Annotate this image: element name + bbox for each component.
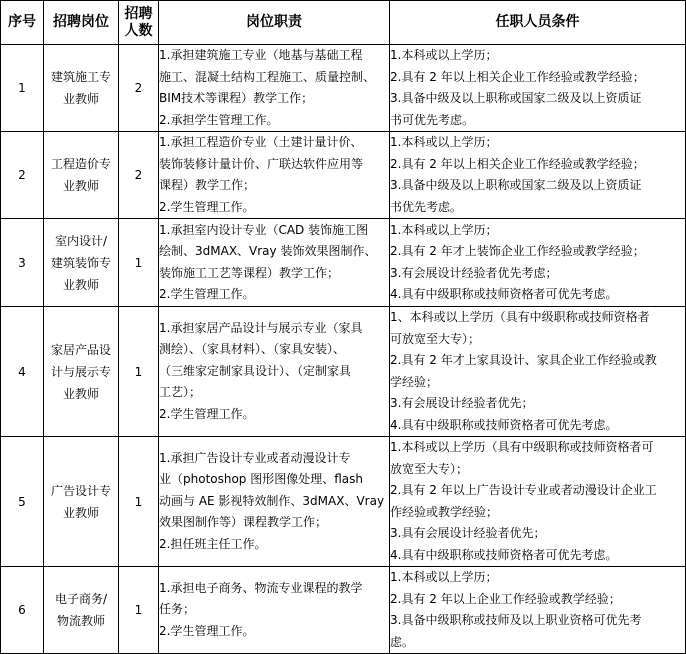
position-line: 业教师 xyxy=(62,92,99,106)
requirement-line: 2.具有 2 年以上相关企业工作经验或教学经验； xyxy=(390,69,645,84)
row-position xyxy=(44,219,119,307)
row-position xyxy=(44,437,119,567)
position-line: 工程造价专 xyxy=(50,157,111,171)
requirement-line: 3.具备中级及以上职称或国家二级及以上资质证 xyxy=(390,178,642,192)
requirement-line: 2.具有 2 年才上装饰企业工作经验或教学经验； xyxy=(390,244,645,258)
row-duties xyxy=(159,45,390,132)
table-row xyxy=(1,132,686,219)
requirement-line: 3.具备中级职称或技师及以上职业资格可优先考 xyxy=(390,613,642,627)
row-no: 4 xyxy=(1,307,44,437)
row-duties xyxy=(159,307,390,437)
duty-line: 任务； xyxy=(159,602,196,617)
header-row xyxy=(1,1,686,45)
duty-line: 1.承担广告设计专业或者动漫设计专 xyxy=(159,450,351,465)
duty-line: 2.学生管理工作。 xyxy=(159,199,255,214)
requirement-line: 3.有会展设计经验者优先考虑； xyxy=(390,265,558,280)
position-line: 业教师 xyxy=(62,277,99,292)
row-position xyxy=(44,132,119,219)
row-duties xyxy=(159,437,390,567)
duty-line: 业（photoshop 图形图像处理、flash xyxy=(159,472,364,487)
duty-line: 动画与 AE 影视特效制作、3dMAX、Vray xyxy=(159,493,385,508)
requirement-line: 放宽至大专）； xyxy=(390,461,469,476)
row-no: 2 xyxy=(1,132,44,219)
row-position xyxy=(44,567,119,654)
row-position xyxy=(44,45,119,132)
position-line: 家居产品设 xyxy=(50,342,111,357)
row-no: 5 xyxy=(1,437,44,567)
table-row xyxy=(1,437,686,567)
requirement-line: 书可优先考虑。 xyxy=(390,112,475,127)
position-line: 广告设计专 xyxy=(50,483,111,498)
header-no: 序号 xyxy=(1,1,44,45)
duty-line: 施工、混凝土结构工程施工、质量控制、 xyxy=(159,69,376,84)
row-position xyxy=(44,307,119,437)
requirement-line: 1.本科或以上学历； xyxy=(390,570,498,584)
row-count: 1 xyxy=(119,437,159,567)
row-no: 1 xyxy=(1,45,44,132)
row-duties xyxy=(159,219,390,307)
table-row xyxy=(1,307,686,437)
requirement-line: 3.具备中级及以上职称或国家二级及以上资质证 xyxy=(390,91,642,105)
requirement-line: 1、本科或以上学历（具有中级职称或技师资格者 xyxy=(390,310,650,324)
row-count: 1 xyxy=(119,567,159,654)
requirement-line: 4.具有中级职称或技师资格者可优先考虑。 xyxy=(390,547,618,562)
duty-line: 装饰施工工艺等课程）教学工作； xyxy=(159,265,340,280)
requirement-line: 4.具有中级职称或技师资格者可优先考虑。 xyxy=(390,287,618,301)
position-line: 计与展示专 xyxy=(50,364,111,379)
requirement-line: 1.本科或以上学历； xyxy=(390,48,498,62)
row-count: 2 xyxy=(119,45,159,132)
table-row xyxy=(1,219,686,307)
duty-line: 工艺）； xyxy=(159,385,202,400)
duty-line: 2.学生管理工作。 xyxy=(159,406,255,421)
position-line: 建筑装饰专 xyxy=(50,255,111,270)
row-requirements xyxy=(390,45,686,132)
requirement-line: 3.有会展设计经验者优先； xyxy=(390,396,534,410)
position-line: 室内设计/ xyxy=(54,233,108,248)
duty-line: （三维家定制家具设计）、（定制家具 xyxy=(159,363,352,378)
duty-line: 1.承担建筑施工专业（地基与基础工程 xyxy=(159,48,363,62)
duty-line: 2.担任班主任工作。 xyxy=(159,536,267,551)
requirement-line: 1.本科或以上学历； xyxy=(390,222,498,237)
requirement-line: 学经验； xyxy=(390,374,439,389)
duty-line: 装饰装修计量计价、广联达软件应用等 xyxy=(159,156,364,171)
row-requirements xyxy=(390,132,686,219)
requirement-line: 1.本科或以上学历； xyxy=(390,135,498,149)
header-position: 招聘岗位 xyxy=(44,1,119,45)
row-requirements xyxy=(390,219,686,307)
row-duties xyxy=(159,567,390,654)
position-line: 电子商务/ xyxy=(54,592,108,606)
requirement-line: 2.具有 2 年以上广告设计专业或者动漫设计企业工 xyxy=(390,483,657,497)
requirement-line: 书优先考虑。 xyxy=(390,199,463,214)
header-duties: 岗位职责 xyxy=(159,1,390,45)
position-line: 建筑施工专 xyxy=(50,70,111,84)
duty-line: 2.学生管理工作。 xyxy=(159,623,255,638)
duty-line: 1.承担家居产品设计与展示专业（家具 xyxy=(159,320,363,335)
duty-line: 2.学生管理工作。 xyxy=(159,287,255,301)
duty-line: 测绘）、（家具材料）、（家具安装）、 xyxy=(159,342,346,357)
row-count: 1 xyxy=(119,307,159,437)
duty-line: 效果图制作等）课程教学工作； xyxy=(159,515,328,530)
header-count-text: 招聘人数 xyxy=(124,5,153,39)
table-row xyxy=(1,567,686,654)
duty-line: 1.承担电子商务、物流专业课程的教学 xyxy=(159,580,363,595)
row-duties xyxy=(159,132,390,219)
duty-line: 绘制、3dMAX、Vray 装饰效果图制作、 xyxy=(159,244,377,258)
requirement-line: 2.具有 2 年以上相关企业工作经验或教学经验； xyxy=(390,156,645,171)
duty-line: 1.承担工程造价专业（土建计量计价、 xyxy=(159,135,363,149)
requirement-line: 可放宽至大专）； xyxy=(390,331,481,346)
requirement-line: 3.具有会展设计经验者优先； xyxy=(390,526,546,540)
position-line: 业教师 xyxy=(62,386,99,401)
duty-line: 1.承担室内设计专业（CAD 装饰施工图 xyxy=(159,222,369,237)
row-count: 2 xyxy=(119,132,159,219)
row-requirements xyxy=(390,437,686,567)
requirement-line: 2.具有 2 年才上家具设计、家具企业工作经验或教 xyxy=(390,353,657,367)
requirement-line: 2.具有 2 年以上企业工作经验或教学经验； xyxy=(390,591,621,606)
row-requirements xyxy=(390,307,686,437)
duty-line: 课程）教学工作； xyxy=(159,178,256,192)
duty-line: BIM技术等课程）教学工作； xyxy=(159,91,314,105)
table-row xyxy=(1,45,686,132)
requirement-line: 1.本科或以上学历（具有中级职称或技师资格者可 xyxy=(390,440,654,454)
row-requirements xyxy=(390,567,686,654)
row-count: 1 xyxy=(119,219,159,307)
requirement-line: 作经验或教学经验； xyxy=(390,504,499,519)
duty-line: 2.承担学生管理工作。 xyxy=(159,112,279,127)
header-requirements: 任职人员条件 xyxy=(390,1,686,45)
header-count xyxy=(119,1,159,45)
position-line: 业教师 xyxy=(62,505,99,520)
requirement-line: 4.具有中级职称或技师资格者可优先考虑。 xyxy=(390,417,618,432)
position-line: 业教师 xyxy=(62,179,99,193)
row-no: 6 xyxy=(1,567,44,654)
requirement-line: 虑。 xyxy=(390,634,415,649)
position-line: 物流教师 xyxy=(56,614,105,628)
row-no: 3 xyxy=(1,219,44,307)
